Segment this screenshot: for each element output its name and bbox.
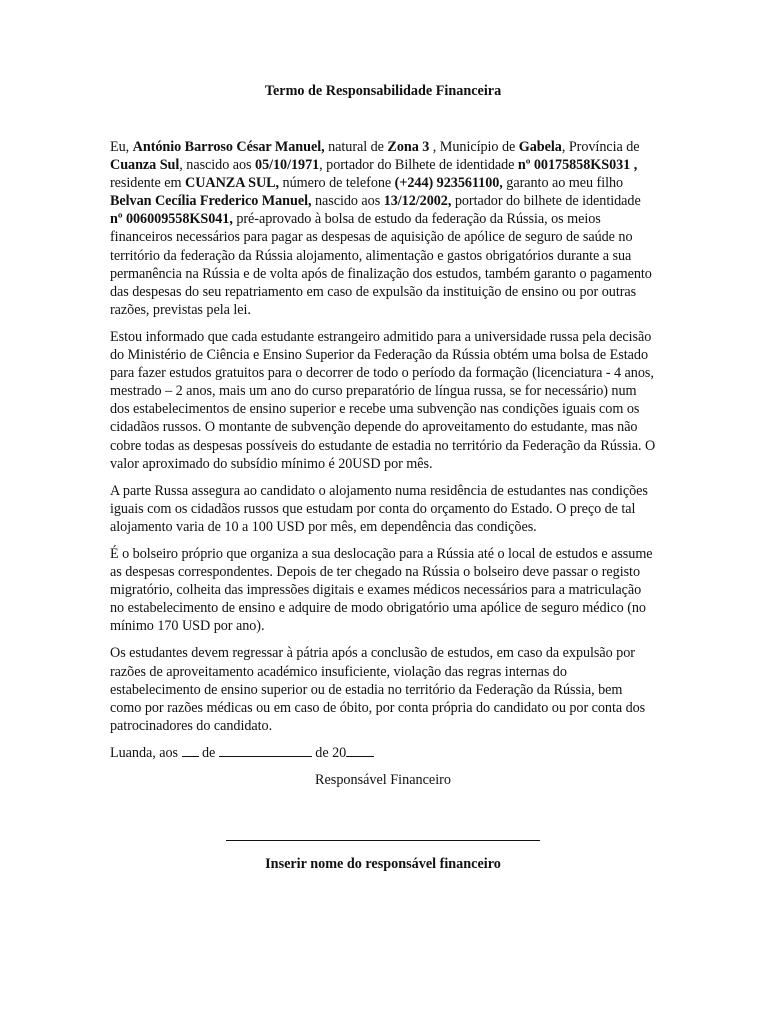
- residence: CUANZA SUL,: [185, 175, 280, 192]
- p1-text-09: garanto ao meu filho: [502, 175, 624, 192]
- guarantor-name: António Barroso César Manuel,: [132, 139, 325, 155]
- student-id-number: nº 006009558KS041,: [110, 211, 233, 228]
- day-blank: [182, 746, 199, 757]
- signature-name-placeholder: Inserir nome do responsável financeiro: [265, 856, 501, 872]
- p1-text-07: residente em: [110, 175, 185, 192]
- p1-text-12: pré-aprovado à bolsa de estudo da federação da Rússia, os meios financeiros necessários para pagar as despesas de aquisição de apólice de seguro de saúde no território da federação da Rússia alojamento, alimentação e gastos obrigatórios durante a sua permanência na Rússia e de volta após de finalização dos estudos, também garanto o pagamento das despesas do seu repatriamento em caso de expulsão da instituição de ensino ou por outras razões, previstas pela lei.: [110, 211, 652, 318]
- p1-text-01: Eu,: [110, 139, 133, 155]
- municipality: Gabela: [518, 139, 562, 155]
- signature-line: [226, 833, 540, 841]
- document-title: Termo de Responsabilidade Financeira: [264, 83, 502, 99]
- p1-text-06: , portador do Bilhete de identidade: [319, 157, 518, 174]
- paragraph-scholarship-info: Estou informado que cada estudante estrangeiro admitido para a universidade russa pela decisão do Ministério de Ciência e Ensino Superior da Federação da Rússia obtém uma bolsa de Estado para fazer estudos gratuitos para o decorrer de todo o período da formação (licenciatura - 4 anos, mestrado – 2 anos, mais um ano do curso preparatório de língua russa, se for necessário) num dos estabelecimentos de ensino superior e recebe uma subvenção nas condições iguais com os cidadãos russos. O montante de subvenção depende do aproveitamento do estudante, mas não cobre todas as despesas possíveis do estudante de estadia no território da Federação da Rússia. O valor aproximado do subsídio mínimo é 20USD por mês.: [110, 328, 656, 472]
- paragraph-accommodation: A parte Russa assegura ao candidato o alojamento numa residência de estudantes nas condições iguais com os cidadãos russos que estudam por conta do orçamento do Estado. O preço de tal alojamento varia de 10 a 100 USD por mês, em dependência das condições.: [110, 482, 648, 535]
- paragraph-travel-registration: É o bolseiro próprio que organiza a sua deslocação para a Rússia até o local de estudos e assume as despesas correspondentes. Depois de ter chegado na Rússia o bolseiro deve passar o registo migratório, colheita das impressões digitais e exames médicos necessários para a matriculação no estabelecimento de ensino e adquire de modo obrigatório uma apólice de seguro médico (no mínimo 170 USD por ano).: [110, 545, 653, 635]
- p1-text-08: número de telefone: [279, 175, 395, 192]
- year-blank: [346, 746, 374, 757]
- date-de-1: de: [202, 744, 216, 761]
- birthplace-zone: Zona 3: [387, 139, 430, 155]
- date-line: [110, 744, 656, 762]
- p1-text-03: , Município de: [429, 139, 519, 155]
- guarantor-birthdate: 05/10/1971: [255, 157, 320, 174]
- p1-text-02: natural de: [324, 139, 388, 155]
- p1-text-11: portador do bilhete de identidade: [451, 193, 641, 210]
- student-name: Belvan Cecília Frederico Manuel,: [110, 193, 312, 210]
- phone-number: (+244) 923561100,: [394, 175, 503, 192]
- paragraph-return-conditions: Os estudantes devem regressar à pátria após a conclusão de estudos, em caso da expulsão por razões de aproveitamento académico insuficiente, violação das regras internas do estabelecimento de ensino superior ou de estadia no território da Federação da Rússia, bem como por razões médicas ou em caso de óbito, por conta própria do candidato ou por conta dos patrocinadores do candidato.: [110, 645, 646, 734]
- p1-text-05: , nascido aos: [179, 157, 256, 174]
- p1-text-10: nascido aos: [311, 193, 384, 210]
- province: Cuanza Sul: [110, 157, 180, 174]
- month-blank: [219, 746, 312, 757]
- student-birthdate: 13/12/2002,: [383, 193, 452, 210]
- paragraph-guarantee: [110, 138, 656, 319]
- document-page: [110, 82, 656, 873]
- responsible-label: Responsável Financeiro: [315, 772, 451, 788]
- date-prefix: Luanda, aos: [110, 744, 178, 761]
- guarantor-id-number: nº 00175858KS031 ,: [517, 157, 638, 174]
- date-de-2: de 20: [315, 744, 347, 761]
- p1-text-04: , Província de: [561, 139, 640, 155]
